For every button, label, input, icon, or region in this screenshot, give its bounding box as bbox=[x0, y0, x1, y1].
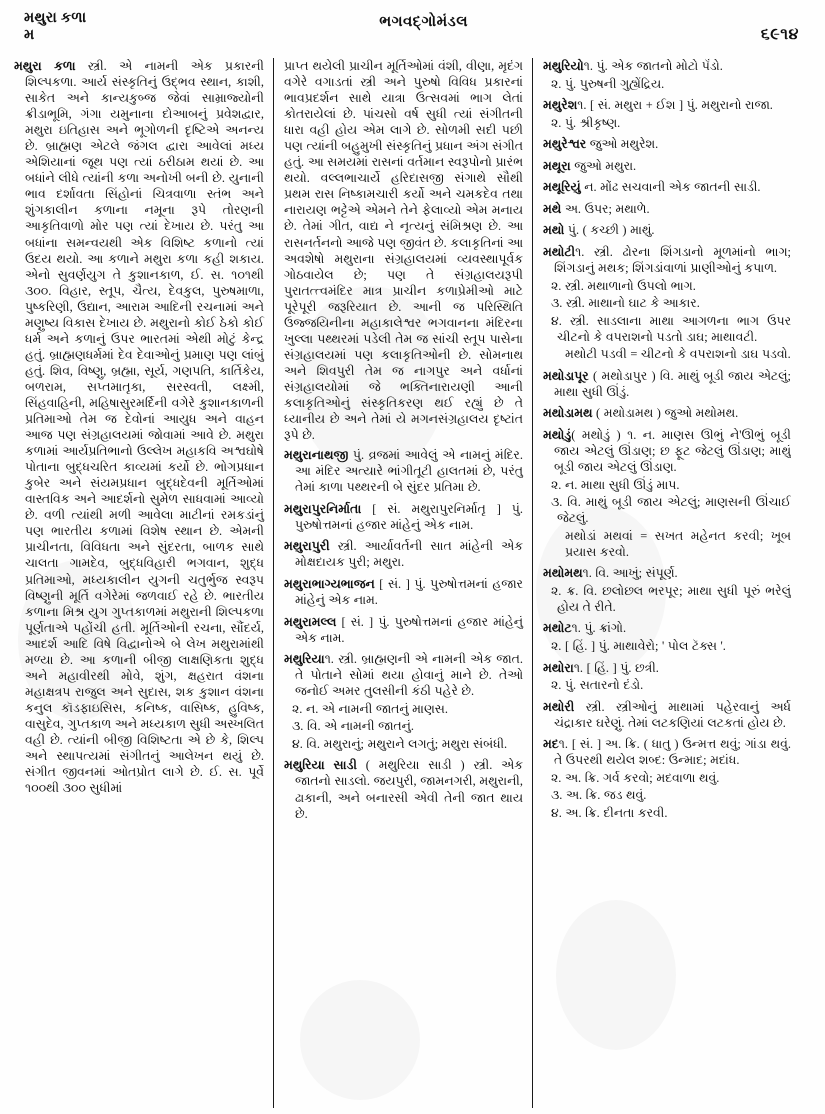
entry-headword: મથોડાપૂર bbox=[543, 368, 589, 383]
entry-headword: મથોરા bbox=[543, 660, 574, 675]
dictionary-entry bbox=[543, 427, 791, 475]
entry-sense: ૧. [ સં. મથુરા + ઈશ ] પું. મથુરાનો રાજા. bbox=[577, 98, 773, 113]
entry-headword: મથોરી bbox=[543, 699, 575, 714]
entry-sense-line: ૪. સ્ત્રી. સાડલાના માથા આગળના ભાગ ઉપર ચીટનો કે વપરાશનો પડતો ડાઘ; માથાવટી. bbox=[551, 313, 791, 344]
dictionary-entry bbox=[543, 201, 791, 217]
dictionary-entry bbox=[284, 576, 523, 608]
entry-sense-line: ૪. અ. ક્રિ. દીનતા કરવી. bbox=[551, 805, 668, 820]
dictionary-entry bbox=[284, 757, 523, 821]
entry-body: જુઓ મથુરા. bbox=[570, 158, 637, 173]
dictionary-entry bbox=[543, 699, 791, 731]
entry-sense: ૧. પું. એક જાતનો મોટો પૅંડો. bbox=[583, 59, 723, 73]
entry-headword: મથુરામલ્લ bbox=[284, 614, 337, 629]
column-1 bbox=[14, 58, 273, 1108]
entry-headword: મથૂરિયું bbox=[543, 180, 581, 195]
dictionary-entry bbox=[543, 660, 791, 676]
entry-headword: મથુરિયા સાડી bbox=[284, 758, 357, 773]
entry-headword: મથોટ bbox=[543, 621, 572, 636]
running-head-left-line2: મ bbox=[24, 26, 35, 43]
dictionary-entry bbox=[284, 651, 523, 699]
dictionary-entry bbox=[543, 368, 791, 400]
entry-sense-line: ૨. સ્ત્રી. મથાળાનો ઉપલો ભાગ. bbox=[551, 278, 696, 293]
entry-sense-line: ૨. પું. પુરુષની ગુહ્યેંદ્રિય. bbox=[551, 76, 665, 91]
entry-headword: મથોડામથ bbox=[543, 406, 593, 421]
entry-body: પું. ( કચ્છી ) માથું. bbox=[564, 223, 655, 238]
entry-headword: મથોમથ bbox=[543, 566, 583, 581]
entry-sense-line: ૨. ન. માથા સુધી ઊંડું માપ. bbox=[551, 477, 680, 492]
entry-headword: મથુરિયા bbox=[284, 652, 325, 667]
entry-body: ( મથુરિયા સાડી ) સ્ત્રી. એક જાતનો સાડલો. જયપુરી, જામનગરી, મથુરાની, ઢાકાની, અને બનારસી એવી તેની જાત થાય છે. bbox=[295, 758, 523, 821]
entry-sense-line: ૨. ક્ર. વિ. છલોછલ ભરપૂર; માથા સુધી પૂરું ભરેલું હોય તે રીતે. bbox=[551, 583, 791, 614]
entry-body: સ્ત્રી. આર્યાવર્તની સાત માંહેની એક મોક્ષદાયક પુરી; મથુરા. bbox=[295, 539, 523, 570]
dictionary-entry bbox=[284, 447, 523, 495]
entry-body: [ સં. મથુરાપુરનિર્માતૃ ] પું. પુરુષોત્તમનાં હજાર માંહેનું એક નામ. bbox=[295, 501, 523, 532]
entry-headword: મથુરિયો bbox=[543, 59, 584, 73]
entry-sense: ૧. સ્ત્રી. ઢોરના શિંગડાનો મૂળમાંનો ભાગ; શિંગડાનું મથક; શિંગડાંવાળાં પ્રાણીઓનું કપાળ. bbox=[554, 244, 791, 275]
entry-body: અ. ઉપર; મથાળે. bbox=[561, 201, 650, 216]
entry-sense: ૧. [ હિં. ] પું. છત્રી. bbox=[573, 660, 659, 675]
entry-headword: મથો bbox=[543, 223, 565, 238]
entry-sense: ૧. સ્ત્રી. બ્રાહ્મણની એ નામની એક જાત. તે પોતાને સોમાં થયા હોવાનું માને છે. તેઓ જનોઈ અમર તુલસીની કંઠી પહેરે છે. bbox=[295, 652, 523, 699]
dictionary-entry bbox=[543, 565, 791, 581]
entry-sense-line: ૨. પું. સતારનો દંડો. bbox=[551, 678, 644, 693]
entry-body: [ સં. ] પું. પુરુષોત્તમનાં હજાર માંહેનું એક નામ. bbox=[295, 576, 523, 607]
running-head-left-line1: મથુરા કળા bbox=[24, 10, 87, 26]
entry-body: ( મથોડાપુર ) વિ. માથું બૂડી જાય એટલું; માથા સુધી ઊંડું. bbox=[554, 368, 791, 399]
entry-headword: મથૂરા bbox=[543, 158, 571, 173]
entry-runon-phrase: મથોટી પડવી = ચીટનો કે વપરાશનો ડાઘ પડવો. bbox=[565, 347, 791, 362]
page-number: ૬૯૧૪ bbox=[760, 26, 799, 43]
entry-sense-line: ૩. વિ. એ નામની જાતનું. bbox=[292, 719, 415, 734]
entry-sense: ૧. પું. ક્રાંગો. bbox=[571, 621, 627, 636]
entry-headword: મદ bbox=[543, 737, 559, 752]
entry-body: પું. વ્રજમાં આવેલું એ નામનું મંદિર. આ મંદિર અત્યારે ભાંગીતૂટી હાલતમાં છે, પરંતુ તેમાં કાળા પથ્થરની બે સુંદર પ્રતિમા છે. bbox=[295, 448, 523, 495]
entry-sense-line: ૨. અ. ક્રિ. ગર્વ કરવો; મદવાળા થવું. bbox=[551, 770, 720, 785]
entry-sense: ૧. વિ. આખું; સંપૂર્ણ. bbox=[582, 566, 678, 581]
entry-headword: મથુરા કળા bbox=[14, 59, 76, 73]
entry-body: સ્ત્રી. એ નામની એક પ્રકારની શિલ્પકળા. આર્ય સંસ્કૃતિનું ઉદ્ભવ સ્થાન, કાશી, સાકેત અને કાન્યકુબ્જ જેવાં સામ્રાજ્યોની ક્રીડાભૂમિ, ગંગા યમુનાના દોઆબનું પ્રવેશદ્વાર, મથુરા ઇતિહાસ અને ભૂગોળની દૃષ્ટિએ અનન્ય છે. બ્રાહ્મણ એટલે જંગલ દ્વારા આવેલાં મધ્ય એશિયાનાં જૂથ પણ ત્યાં ઠરીઠામ થયાં છે. આ બધાંને લીધે ત્યાંની કળા અનોખી બની છે. યુનાની ભાવ દર્શાવતા સિંહોનાં ચિત્રવાળા સ્તંભ અને શુંગકાલીન કળાના નમૂના રૂપે તોરણની આકૃતિવાળો મોર પણ ત્યાં દેખાય છે. પરંતુ આ બધાંના સમન્વયથી એક વિશિષ્ટ કળાનો ત્યાં ઉદય થયો. આ કળાને મથુરા કળા કહી શકાય. એનો સુવર્ણયુગ તે કુશાનકાળ, ઈ. સ. ૧૦૧થી ૩૦૦. વિહાર, સ્તૂપ, ચૈત્ય, દેવકુલ, પુરુષમાળા, પુષ્કરિણી, ઉદ્યાન, આરામ આદિની રચનામાં અને મણુષ્ય વિકાસ દેખાય છે. મથુરાનો કોઈ ઠેકો કોઈ ધર્મ અને કળાનું ઉપર ભારતમાં એથી મોટું કેન્દ્ર હતું. બ્રાહ્મણધર્મમાં દેવ દેવાઓનું પ્રમાણ પણ લાંબું હતું. શિવ, વિષ્ણુ, બ્રહ્મા, સૂર્ય, ગણપતિ, કાર્તિકેય, બળરામ, સપ્તમાતૃકા, સરસ્વતી, લક્ષ્મી, સિંહવાહિની, મહિષાસુરમર્દિની વગેરે કુશાનકાળની પ્રતિમાઓ તેમ જ દેવોનાં આયુધ અને વાહન આજ પણ સંગ્રહાલયમાં જોવામાં આવે છે. મથુરા કળામાં આર્યપ્રતિભાનો ઉલ્લેખ મહાકવિ અશ્વઘોષે પોતાના બુદ્ધચરિત કાવ્યમાં કર્યો છે. ભોગપ્રધાન કુબેર અને સંયમપ્રધાન બુદ્ધદેવની મૂર્તિઓમાં વાસ્તવિક અને આદર્શનો સુમેળ સાધવામાં આવ્યો છે. વળી ત્યાંથી મળી આવેલા માટીનાં રમકડાંનું પણ ભારતીય કળામાં વિશેષ સ્થાન છે. એમની પ્રાચીનતા, વિવિધતા અને સુંદરતા, બાળક સાથે ચાલતા ગામદેવ, બુદ્ધવિહારી ભગવાન, શુદ્ધ પ્રતિમાઓ, મધ્યકાલીન યુગની ચતુર્ભુજ સ્વરૂપ વિષ્ણુની મૂર્તિ વગેરેમાં જળવાઈ રહે છે. ભારતીય કળાના મિશ્ર યુગ ગુપ્તકાળમાં મથુરાની શિલ્પકળા પૂર્ણતાએ પહોંચી હતી. મૂર્તિઓની રચના, સૌંદર્ય, આદર્શ આદિ વિષે વિદ્વાનોએ બે લેખ મથુરામાંથી મળ્યા છે. આ કળાની બીજી લાક્ષણિકતા શુદ્ધ અને મહાવીરથી મોવે, શુંગ, ક્ષહરાત વંશના મહાક્ષત્રપ રાજુલ અને સુદાસ, શક કુશાન વંશના કનુલ કૉડફાઇસિસ, કનિષ્ક, વાસિષ્ક, હુવિષ્ક, વાસુદેવ, ગુપ્તકાળ અને મધ્યકાળ સુધી અસ્ખલિત વહી છે. ત્યાંની બીજી વિશિષ્ટતા એ છે કે, શિલ્પ અને સ્થાપત્યમાં સંગીતનું આલેખન થયું છે. સંગીત જીવનમાં ઓતપ્રોત લાગે છે. ઈ. સ. પૂર્વે ૧૦૦થી ૩૦૦ સુધીમાં bbox=[25, 59, 264, 796]
dictionary-entry bbox=[14, 58, 264, 796]
entry-headword: મથુરાનાથજી bbox=[284, 448, 349, 463]
entry-headword: મથુરાભાગ્યભાજન bbox=[284, 576, 375, 591]
dictionary-entry bbox=[543, 405, 791, 421]
dictionary-entry bbox=[543, 620, 791, 636]
entry-headword: મથુરાપુરનિર્માતા bbox=[284, 501, 362, 516]
entry-sense: ૧. [ સં. ] અ. ક્રિ. ( ધાતુ ) ઉન્મત્ત થવું; ગાંડા થવું. તે ઉપરથી થયેલ શબ્દ: ઉન્માદ; મદાંધ. bbox=[554, 737, 791, 768]
entry-body: [ સં. ] પું. પુરુષોત્તમનાં હજાર માંહેનું એક નામ. bbox=[295, 614, 523, 645]
dictionary-entry bbox=[543, 222, 791, 238]
entry-sense: ( મથોડું ) ૧. ન. માણસ ઊભું ને'ઊભું બૂડી જાય એટલું ઊંડાણ; છ ફૂટ જેટલું ઊંડાણ; માથું બૂડી જાય એટલું ઊંડાણ. bbox=[554, 427, 791, 474]
dictionary-entry bbox=[543, 58, 791, 74]
column-3 bbox=[532, 58, 791, 1108]
dictionary-entry bbox=[284, 538, 523, 570]
book-title: ભગવદ્ગોમંડલ bbox=[379, 14, 468, 30]
entry-headword: મથુરેશ્વર bbox=[543, 137, 587, 152]
dictionary-entry bbox=[543, 136, 791, 152]
page-header bbox=[14, 8, 811, 56]
entry-headword: મથુરાપુરી bbox=[284, 539, 330, 554]
entry-headword: મથે bbox=[543, 201, 562, 216]
entry-sense-line: ૪. વિ. મથુરાનું; મથુરાને લગતું; મથુરા સંબંધી. bbox=[292, 736, 508, 751]
three-column-body bbox=[14, 56, 811, 1108]
dictionary-entry bbox=[543, 158, 791, 174]
dictionary-entry bbox=[284, 501, 523, 533]
entry-sense-line: ૩. વિ. માથું બૂડી જાય એટલું; માણસની ઊંચાઈ જેટલું. bbox=[551, 495, 791, 526]
entry-body: ( મથોડામથ ) જુઓ મથોમથ. bbox=[592, 406, 739, 421]
entry-sense-line: ૨. ન. એ નામની જાતનું માણસ. bbox=[292, 701, 448, 716]
entry-sense-line: ૨. [ હિં. ] પું. માથાવેરો; ' પોલ ટૅક્સ '. bbox=[551, 638, 726, 653]
dictionary-entry bbox=[543, 244, 791, 276]
entry-body: ન. મોંઢ સચવાની એક જાતની સાડી. bbox=[580, 180, 761, 195]
entry-headword: મથોડું bbox=[543, 427, 572, 442]
dictionary-entry bbox=[543, 179, 791, 195]
dictionary-entry bbox=[543, 97, 791, 113]
entry-sense-line: ૨. પું. શ્રીકૃષ્ણ. bbox=[551, 115, 621, 130]
entry-sense-line: ૩. સ્ત્રી. માથાનો ઘાટ કે આકાર. bbox=[551, 296, 700, 311]
column-2 bbox=[273, 58, 532, 1108]
dictionary-entry bbox=[543, 736, 791, 768]
continued-paragraph: પ્રાપ્ત થયેલી પ્રાચીન મૂર્તિઓમાં વંશી, વીણા, મૃદંગ વગેરે વગાડતાં સ્ત્રી અને પુરુષો વિવિધ પ્રકારનાં ભાવપ્રદર્શન સાથે યાત્રા ઉત્સવમાં ભાગ લેતાં કોતરાયેલાં છે. પાંચસો વર્ષ સુધી ત્યાં સંગીતની ધારા વહી હોય એમ લાગે છે. સોળમી સદી પછી પણ ત્યાંની બહુમુખી સંસ્કૃતિનું પ્રધાન અંગ સંગીત હતું. આ સમયમાં રાસનાં વર્તમાન સ્વરૂપોનો પ્રારંભ થયો. વલ્લભાચાર્યે હરિદાસજી સંગાથે સૌથી પ્રથમ રાસ નિષ્કામચારી કર્યો અને ચમકદેવ તથા નારાયણ ભટ્ટેએ એમને તેને ફેલાવ્યો એમ મનાય છે. તેમાં ગીત, વાદ્ય ને નૃત્યનું સંમિશ્રણ છે. આ રાસનર્તનનો આજે પણ જીવંત છે. કલાકૃતિનાં આ અવશેષો મથુરાના સંગ્રહાલયમાં વ્યવસ્થાપૂર્વક ગોઠવાયેલ છે; પણ તે સંગ્રહાલયરૂપી પુરાતત્ત્વમંદિર માત્ર પ્રાચીન કળાપ્રેમીઓ માટે પૂરેપૂરી જરૂરિયાત છે. આની જ પરિસ્થિતિ ઉજ્જયિનીના મહાકાલેશ્વર ભગવાનના મંદિરના ખુલ્લા પથ્થરમાં પડેલી તેમ જ સાંચી સ્તૂપ પાસેના સંગ્રહાલયમાં પણ કલાકૃતિઓની છે. સોમનાથ અને શિવપુરી તેમ જ નાગપુર અને વર્ધાનાં સંગ્રહાલયોમાં જે ભક્તિનારાયણી આની કલાકૃતિઓનું સંસ્કૃતિકરણ થઈ રહ્યું છે તે ધ્યાનીય છે અને તેમાં યે મગનસંગ્રહાલય દૃષ્ટાંત રૂપે છે. bbox=[284, 59, 523, 443]
entry-sense-line: ૩. અ. ક્રિ. જડ થવું. bbox=[551, 788, 647, 803]
entry-body: સ્ત્રી. સ્ત્રીઓનું માથામાં પહેરવાનું અર્ધ ચંદ્રાકાર ઘરેણું. તેમાં લટકણિયાં લટકતાં હોય છે. bbox=[554, 699, 791, 730]
dictionary-entry bbox=[284, 614, 523, 646]
entry-body: જુઓ મથુરેશ. bbox=[586, 137, 659, 152]
entry-headword: મથોટી bbox=[543, 244, 576, 259]
running-head-left bbox=[24, 10, 86, 43]
entry-headword: મથુરેશ bbox=[543, 98, 578, 113]
entry-runon-phrase: મથોડાં મથવાં = સખત મહેનત કરવી; ખૂબ પ્રયાસ કરવો. bbox=[565, 528, 791, 559]
